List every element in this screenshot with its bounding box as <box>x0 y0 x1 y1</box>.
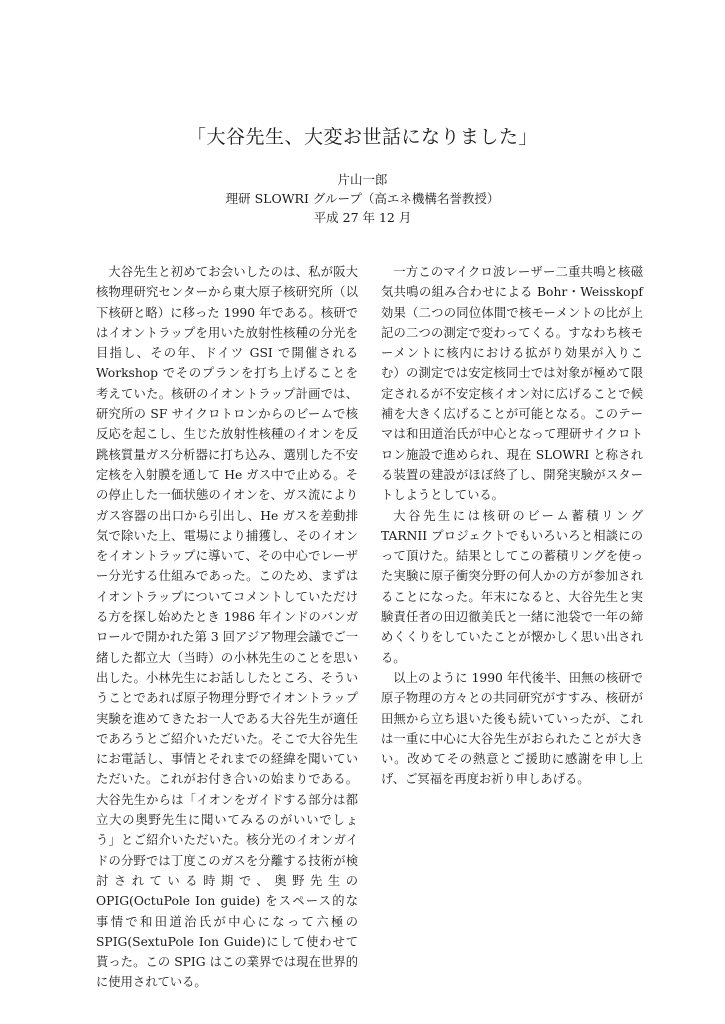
author-affiliation: 理研 SLOWRI グループ（高エネ機構名誉教授） <box>225 191 500 206</box>
author-name: 片山一郎 <box>337 172 388 187</box>
left-column <box>96 262 358 993</box>
right-paragraph-3: 以上のように 1990 年代後半、田無の核研で原子物理の方々との共同研究がすすみ、核研が田無から立ち退いた後も続いていったが、これは一重に中心に大谷先生がおられたことが大きい。改めてその熱意とご援助に感謝を申し上げ、ご冥福を再度お祈り申しあげる。 <box>381 670 643 787</box>
right-paragraph-1: 一方このマイクロ波レーザー二重共鳴と核磁気共鳴の組み合わせによる Bohr・Weisskopf 効果（二つの同位体間で核モーメントの比が上記の二つの測定で変わってくる。すなわち核モーメントに核内における拡がり効果が入りこむ）の測定では安定核同士では対象が極めて限定されるが不安定核イオン対に広げることで候補を大きく広げることが可能となる。このテーマは和田道治氏が中心となって理研サイクロトロン施設で進められ、現在 SLOWRI と称される装置の建設がほぼ終了し、開発実験がスタートしようとしている。 <box>381 265 643 503</box>
byline <box>0 170 725 227</box>
page-title: 「大谷先生、大変お世話になりました」 <box>186 126 538 148</box>
right-paragraph-2: 大谷先生には核研のビーム蓄積リング TARNII プロジェクトでもいろいろと相談にのって頂けた。結果としてこの蓄積リングを使った実験に原子衝突分野の何人かの方が参加されることになった。年末になると、大谷先生と実験責任者の田辺徹美氏と一緒に池袋で一年の締めくくりをしていたことが懐かしく思い出される。 <box>381 508 643 665</box>
left-paragraph-1: 大谷先生と初めてお会いしたのは、私が阪大核物理研究センターから東大原子核研究所（以下核研と略）に移った 1990 年である。核研ではイオントラップを用いた放射性核種の分光を目指し、その年、ドイツ GSI で開催される Workshop でそのプランを打ち上げることを考えていた。核研のイオントラップ計画では、研究所の SF サイクロトロンからのビームで核反応を起こし、生じた放射性核種のイオンを反跳核質量ガス分析器に打ち込み、選別した不安定核を入射膜を通して He ガス中で止める。その停止した一価状態のイオンを、ガス流によりガス容器の出口から引出し、He ガスを差動排気で除いた上、電場により捕獲し、そのイオンをイオントラップに導いて、その中心でレーザー分光する仕組みであった。このため、まずはイオントラップについてコメントしていただける方を探し始めたとき 1986 年インドのバンガロールで開かれた第 3 回アジア物理会議でご一緒した都立大（当時）の小林先生のことを思い出した。小林先生にお話ししたところ、そういうことであれば原子物理分野でイオントラップ実験を進めてきたお一人である大谷先生が適任であろうとご紹介いただいた。そこで大谷先生にお電話し、事情とそれまでの経緯を聞いていただいた。これがお付き合いの始まりである。大谷先生からは「イオンをガイドする部分は都立大の奥野先生に聞いてみるのがいいでしょう」とご紹介いただいた。核分光のイオンガイドの分野では丁度このガスを分離する技術が検討されている時期で、奥野先生の OPIG(OctuPole Ion guide) をスペース的な事情で和田道治氏が中心になって六極の SPIG(SextuPole Ion Guide)にして使わせて貰った。この SPIG はこの業界では現在世界的に使用されている。 <box>96 265 358 990</box>
document-date: 平成 27 年 12 月 <box>313 210 412 225</box>
right-column <box>381 262 643 790</box>
